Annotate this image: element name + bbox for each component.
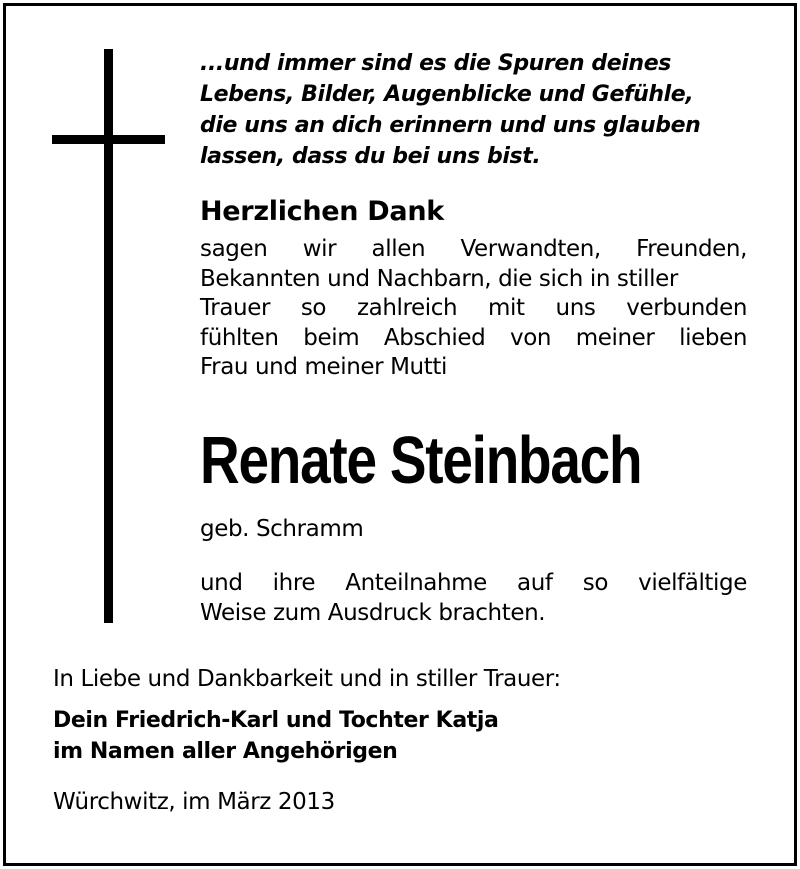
birth-name: geb. Schramm — [200, 516, 364, 542]
thanks-heading: Herzlichen Dank — [200, 196, 444, 227]
sympathy-line: Weise zum Ausdruck brachten. — [200, 599, 546, 626]
signatory-line: im Namen aller Angehörigen — [53, 739, 398, 764]
thanks-line: fühlten beim Abschied von meiner lieben — [200, 324, 747, 351]
deceased-name: Renate Steinbach — [200, 423, 642, 498]
memorial-quote — [200, 48, 760, 172]
cross-horizontal-bar — [52, 135, 165, 144]
quote-line: ...und immer sind es die Spuren deines — [200, 51, 671, 76]
thanks-text — [200, 235, 747, 383]
place-date: Würchwitz, im März 2013 — [53, 789, 335, 815]
thanks-line: sagen wir allen Verwandten, Freunden, — [200, 236, 747, 262]
quote-line: Lebens, Bilder, Augenblicke und Gefühle, — [200, 82, 694, 107]
sympathy-line: und ihre Anteilnahme auf so vielfältige — [200, 570, 747, 596]
quote-line: lassen, dass du bei uns bist. — [200, 144, 541, 169]
sympathy-text — [200, 569, 747, 628]
signatories — [53, 705, 498, 767]
quote-line: die uns an dich erinnern und uns glauben — [200, 113, 701, 138]
closing-line: In Liebe und Dankbarkeit und in stiller Trauer: — [53, 666, 561, 692]
thanks-line: Trauer so zahlreich mit uns verbunden — [200, 295, 747, 321]
signatory-line: Dein Friedrich-Karl und Tochter Katja — [53, 708, 499, 733]
thanks-line: Frau und meiner Mutti — [200, 354, 447, 380]
thanks-line: Bekannten und Nachbarn, die sich in stiller — [200, 265, 678, 292]
